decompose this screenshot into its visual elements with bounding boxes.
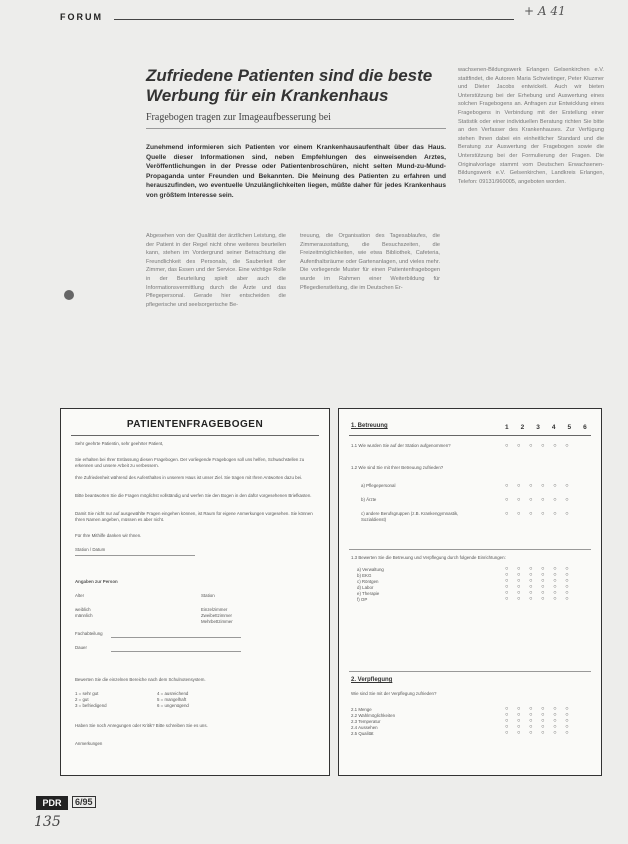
question-sub: 2.1 Menge [351,707,372,712]
question: 1.3 Bewerten Sie die Betreuung und Verpflegung durch folgende Einrichtungen: [351,555,506,560]
article-title: Zufriedene Patienten sind die beste Werbung für ein Krankenhaus [146,66,433,105]
remarks-label: Anmerkungen [75,741,103,746]
form-greeting: Sehr geehrte Patientin, sehr geehrter Patient, [75,441,164,446]
age-label: Alter [75,593,85,598]
question-sub: a) Verwaltung [357,567,384,572]
rating-options[interactable]: ○ ○ ○ ○ ○ ○ [505,483,573,489]
personal-data-heading: Angaben zur Person [75,579,118,584]
room-option[interactable]: Zweibettzimmer [201,613,232,618]
female-option[interactable]: weiblich [75,607,91,612]
issue-number: 6/95 [72,796,96,808]
question-sub: c) andere Berufsgruppen (z.B. Krankengymnastik, Sozialdienst) [361,511,459,522]
form-paragraph: Für Ihre Mithilfe danken wir Ihnen. [75,533,142,538]
rating-options[interactable]: ○ ○ ○ ○ ○ ○ [505,497,573,503]
question-sub: a) Pflegepersonal [361,483,396,488]
article-intro: Zunehmend informieren sich Patienten vor einem Krankenhausaufenthalt über das Haus. Quelle dieser Informationen sind, neben Empfehlungen des einweisenden Arztes, Veröffentlichungen in der Presse oder Patientenbroschüren, nicht selten Mund-zu-Mund-Propaganda unter Freunden und Bekannten. Die Meinung des Patienten zu erfahren und herauszufinden, wo eventuelle Unzulänglichkeiten liegen, müßte daher für jedes Krankenhaus von größtem Interesse sein. [146,144,446,199]
handwritten-mark: + A 41 [524,4,566,18]
grade-6: 6 = ungenügend [157,703,189,708]
department-label: Fachabteilung [75,631,103,636]
grade-5: 5 = mangelhaft [157,697,187,702]
room-option[interactable]: Mehrbettzimmer [201,619,233,624]
station-label: Station [201,593,215,598]
form-paragraph: Bitte beantworten Sie die Fragen möglichst vollständig und werfen Sie den Bogen in den dafür vorgesehenen Briefkasten. [75,493,312,498]
article-column-3: wachsenen-Bildungswerk Erlangen Gelsenkirchen e.V. stattfindet, die Autoren Maria Schwietinger, Peter Kluzmer und Dieter Jacobs entwickelt. Auch wir bieten Unterstützung bei der Erhebung und Auswertung eines solchen Fragebogens an. Anfragen zur Entwicklung eines Fragebogens in Verbindung mit der Erstellung einer Statistik oder einer individuellen Beratung richten Sie bitte an den Verfasser des Krankenhauses. Zur Verfügung stehen Ihnen dabei ein einheitlicher Standard und die Beratung zur Auswertung der Fragebogen sowie die Unterstützung bei der Formulierung der Fragen. Die Originalvorlage stammt vom Deutschen Erwachsenen-Bildungswerk e.V. Gelsenkirchen, Landkreis Erlangen, Telefon: 09131/960005, angeboten worden. [458,67,604,185]
question-sub: 2.5 Qualität [351,731,374,736]
grade-1: 1 = sehr gut [75,691,99,696]
question-sub: e) Therapie [357,591,380,596]
rating-options-grid[interactable]: ○ ○ ○ ○ ○ ○ ○ ○ ○ ○ ○ ○ ○ ○ ○ ○ ○ ○ ○ ○ ○ ○ ○ ○ ○ ○ ○ ○ ○ ○ [505,706,573,736]
question-sub: b) Ärzte [361,497,377,502]
question-sub: c) Röntgen [357,579,379,584]
punch-hole [64,290,74,300]
section-label: FORUM [60,12,103,22]
question: 1.1 Wie wurden Sie auf der Station aufgenommen? [351,443,451,448]
section-heading: 2. Verpflegung [351,677,393,683]
questionnaire-left-panel [60,408,330,776]
duration-label: Dauer [75,645,87,650]
section-heading: 1. Betreuung [351,423,388,429]
header-rule [114,19,514,20]
male-option[interactable]: männlich [75,613,93,618]
handwritten-page-number: 135 [34,814,61,830]
question-sub: b) EKG [357,573,372,578]
grade-3: 3 = befriedigend [75,703,107,708]
signature-label: Station / Datum [75,547,106,552]
article-column-2: treuung, die Organisation des Tagesablaufes, die Zimmerausstattung, die Besuchszeiten, die Freizeitmöglichkeiten, wie etwa Bibliothek, Cafeteria, Aufenthaltsräume oder Gartenanlagen, und vieles mehr. Die vorliegende Muster für einen Patientenfragebogen wurde im Rahmen einer Weiterbildung für Pflegedienstleitung, die im Deutschen Er- [300,233,440,291]
closing-text: Haben Sie noch Anregungen oder Kritik? Bitte schreiben Sie es uns. [75,723,208,728]
rating-options[interactable]: ○ ○ ○ ○ ○ ○ [505,443,573,449]
grade-2: 2 = gut [75,697,89,702]
rating-intro: Bewerten Sie die einzelnen Bereiche nach dem Schulnotensystem. [75,677,206,682]
rating-options[interactable]: ○ ○ ○ ○ ○ ○ [505,511,573,517]
rating-options-grid[interactable]: ○ ○ ○ ○ ○ ○ ○ ○ ○ ○ ○ ○ ○ ○ ○ ○ ○ ○ ○ ○ ○ ○ ○ ○ ○ ○ ○ ○ ○ ○ ○ ○ ○ ○ ○ ○ [505,566,573,602]
form-title: PATIENTENFRAGEBOGEN [126,419,264,430]
form-paragraph: Sie erhalten bei Ihrer Entlassung diesen Fragebogen. Der vorliegende Fragebogen soll uns helfen, Schwachstellen zu erkennen und unsere Arbeit zu verbessern. [75,457,305,468]
question: Wie sind Sie mit der Verpflegung zufrieden? [351,691,437,696]
grade-4: 4 = ausreichend [157,691,189,696]
form-paragraph: Ihre Zufriedenheit während des Aufenthaltes in unserem Haus ist unser Ziel. Sie tragen mit Ihren Antworten dazu bei. [75,475,303,480]
question-sub: 2.3 Temperatur [351,719,381,724]
question-sub: 2.4 Aussehen [351,725,378,730]
question: 1.2 Wie sind Sie mit Ihrer Betreuung zufrieden? [351,465,444,470]
question-sub: d) Labor [357,585,374,590]
subtitle-rule [146,128,446,129]
questionnaire-right-panel [338,408,602,776]
room-option[interactable]: Einzelzimmer [201,607,228,612]
magazine-logo: PDR [36,796,68,810]
form-paragraph: Damit Sie nicht nur auf ausgewählte Fragen eingehen können, ist Raum für eigene Anmerkungen vorgesehen. Sie können Ihren Namen angeben, müssen es aber nicht. [75,511,313,522]
rating-scale-header: 123456 [505,424,599,431]
question-sub: f) OP [357,597,368,602]
article-subtitle: Fragebogen tragen zur Imageaufbesserung bei [146,112,331,123]
article-column-1: Abgesehen von der Qualität der ärztlichen Leistung, die der Patient in der Regel nicht ohne weiteres beurteilen kann, stehen im Vordergrund seiner Betrachtung die Freundlichkeit des Personals, die Sauberkeit der Zimmer, das Essen und der Service. Eine wichtige Rolle in der Beurteilung spielt aber auch die Informationsvermittlung durch die Ärzte und das Pflegepersonal. Gerade hier entscheiden die pflegerische und seelsorgerische Be- [146,233,286,308]
question-sub: 2.2 Wahlmöglichkeiten [351,713,396,718]
